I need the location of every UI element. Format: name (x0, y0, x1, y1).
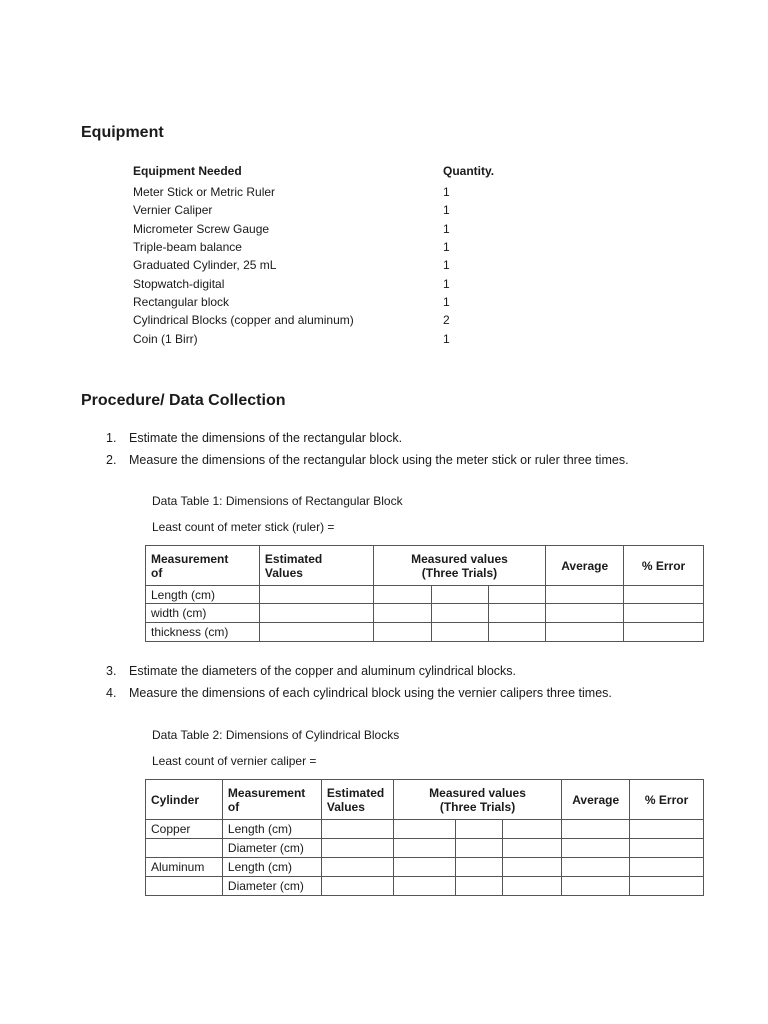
equipment-needed-header: Equipment Needed (133, 164, 242, 178)
empty-cell[interactable] (630, 858, 704, 877)
equipment-item-qty: 2 (443, 313, 450, 327)
table1-least-count: Least count of meter stick (ruler) = (152, 520, 335, 534)
row-label: Length (cm) (146, 586, 260, 604)
empty-cell[interactable] (562, 839, 630, 858)
step-number: 1. (106, 431, 117, 445)
empty-cell[interactable] (562, 877, 630, 896)
header-error: % Error (624, 546, 704, 586)
empty-cell[interactable] (630, 877, 704, 896)
table2-least-count: Least count of vernier caliper = (152, 754, 317, 768)
header-measurement-line2: of (227, 799, 240, 814)
step-number: 2. (106, 453, 117, 467)
equipment-item-qty: 1 (443, 185, 450, 199)
empty-cell[interactable] (503, 877, 562, 896)
empty-cell[interactable] (503, 839, 562, 858)
empty-cell[interactable] (624, 604, 704, 623)
empty-cell[interactable] (546, 604, 624, 623)
data-table-2 (145, 779, 704, 896)
step-number: 3. (106, 664, 117, 678)
header-measured-line2: (Three Trials) (439, 799, 516, 814)
equipment-item-qty: 1 (443, 295, 450, 309)
cylinder-empty (146, 877, 223, 896)
empty-cell[interactable] (503, 820, 562, 839)
empty-cell[interactable] (455, 877, 503, 896)
empty-cell[interactable] (546, 623, 624, 642)
equipment-item-qty: 1 (443, 203, 450, 217)
table1-caption: Data Table 1: Dimensions of Rectangular Block (152, 494, 403, 508)
header-measured-values (393, 780, 561, 820)
equipment-item-name: Rectangular block (133, 295, 230, 309)
equipment-item-name: Graduated Cylinder, 25 mL (133, 258, 277, 272)
empty-cell[interactable] (455, 839, 503, 858)
equipment-item-qty: 1 (443, 277, 450, 291)
procedure-step (106, 660, 612, 682)
step-text: Estimate the dimensions of the rectangular block. (129, 431, 403, 445)
empty-cell[interactable] (455, 820, 503, 839)
empty-cell[interactable] (321, 820, 393, 839)
empty-cell[interactable] (373, 586, 431, 604)
empty-cell[interactable] (259, 623, 373, 642)
empty-cell[interactable] (455, 858, 503, 877)
row-label: Diameter (cm) (222, 877, 321, 896)
header-measurement-line1: Measurement (151, 551, 229, 566)
equipment-item-name: Triple-beam balance (133, 240, 242, 254)
equipment-item-qty: 1 (443, 222, 450, 236)
equipment-item-name: Coin (1 Birr) (133, 332, 198, 346)
header-average: Average (562, 780, 630, 820)
header-measurement (222, 780, 321, 820)
empty-cell[interactable] (489, 586, 546, 604)
empty-cell[interactable] (489, 604, 546, 623)
header-measurement-line1: Measurement (227, 785, 306, 800)
equipment-item-qty: 1 (443, 258, 450, 272)
empty-cell[interactable] (393, 858, 455, 877)
procedure-step (106, 449, 629, 471)
header-measured-line1: Measured values (429, 785, 526, 800)
header-cylinder: Cylinder (146, 780, 223, 820)
row-label: Length (cm) (222, 858, 321, 877)
data-table-1 (145, 545, 704, 642)
procedure-steps-1-2 (106, 427, 629, 471)
row-label: width (cm) (146, 604, 260, 623)
header-estimated (259, 546, 373, 586)
step-text: Estimate the diameters of the copper and aluminum cylindrical blocks. (129, 664, 516, 678)
header-estimated-line2: Values (326, 799, 365, 814)
empty-cell[interactable] (393, 820, 455, 839)
equipment-item-name: Vernier Caliper (133, 203, 213, 217)
step-text: Measure the dimensions of each cylindrical block using the vernier calipers three times. (129, 686, 612, 700)
header-average: Average (546, 546, 624, 586)
header-error: % Error (630, 780, 704, 820)
header-measured-line1: Measured values (411, 551, 508, 566)
empty-cell[interactable] (630, 820, 704, 839)
equipment-heading: Equipment (81, 124, 164, 141)
empty-cell[interactable] (503, 858, 562, 877)
cylinder-empty (146, 839, 223, 858)
empty-cell[interactable] (393, 877, 455, 896)
procedure-step (106, 427, 629, 449)
step-number: 4. (106, 686, 117, 700)
header-measured-values (373, 546, 546, 586)
procedure-step (106, 682, 612, 704)
empty-cell[interactable] (431, 623, 489, 642)
header-estimated-line1: Estimated (264, 551, 323, 566)
equipment-item-qty: 1 (443, 332, 450, 346)
cylinder-label: Aluminum (146, 858, 223, 877)
cylinder-label: Copper (146, 820, 223, 839)
empty-cell[interactable] (321, 858, 393, 877)
equipment-item-name: Stopwatch-digital (133, 277, 225, 291)
header-measured-line2: (Three Trials) (421, 565, 498, 580)
empty-cell[interactable] (393, 839, 455, 858)
equipment-item-name: Micrometer Screw Gauge (133, 222, 270, 236)
empty-cell[interactable] (624, 623, 704, 642)
equipment-item-qty: 1 (443, 240, 450, 254)
step-text: Measure the dimensions of the rectangular block using the meter stick or ruler three times. (129, 453, 629, 467)
empty-cell[interactable] (630, 839, 704, 858)
header-estimated-line1: Estimated (326, 785, 385, 800)
empty-cell[interactable] (321, 877, 393, 896)
procedure-steps-3-4 (106, 660, 612, 704)
empty-cell[interactable] (373, 623, 431, 642)
procedure-heading: Procedure/ Data Collection (81, 392, 286, 409)
table2-caption: Data Table 2: Dimensions of Cylindrical Blocks (152, 728, 400, 742)
empty-cell[interactable] (489, 623, 546, 642)
empty-cell[interactable] (562, 820, 630, 839)
empty-cell[interactable] (562, 858, 630, 877)
empty-cell[interactable] (373, 604, 431, 623)
row-label: Length (cm) (222, 820, 321, 839)
header-measurement (146, 546, 260, 586)
row-label: thickness (cm) (146, 623, 260, 642)
equipment-item-name: Cylindrical Blocks (copper and aluminum) (133, 313, 354, 327)
empty-cell[interactable] (546, 586, 624, 604)
header-measurement-line2: of (151, 565, 163, 580)
empty-cell[interactable] (259, 586, 373, 604)
empty-cell[interactable] (431, 604, 489, 623)
empty-cell[interactable] (431, 586, 489, 604)
quantity-header: Quantity. (443, 164, 495, 178)
empty-cell[interactable] (259, 604, 373, 623)
empty-cell[interactable] (321, 839, 393, 858)
empty-cell[interactable] (624, 586, 704, 604)
header-estimated (321, 780, 393, 820)
header-estimated-line2: Values (264, 565, 303, 580)
equipment-item-name: Meter Stick or Metric Ruler (133, 185, 276, 199)
row-label: Diameter (cm) (222, 839, 321, 858)
